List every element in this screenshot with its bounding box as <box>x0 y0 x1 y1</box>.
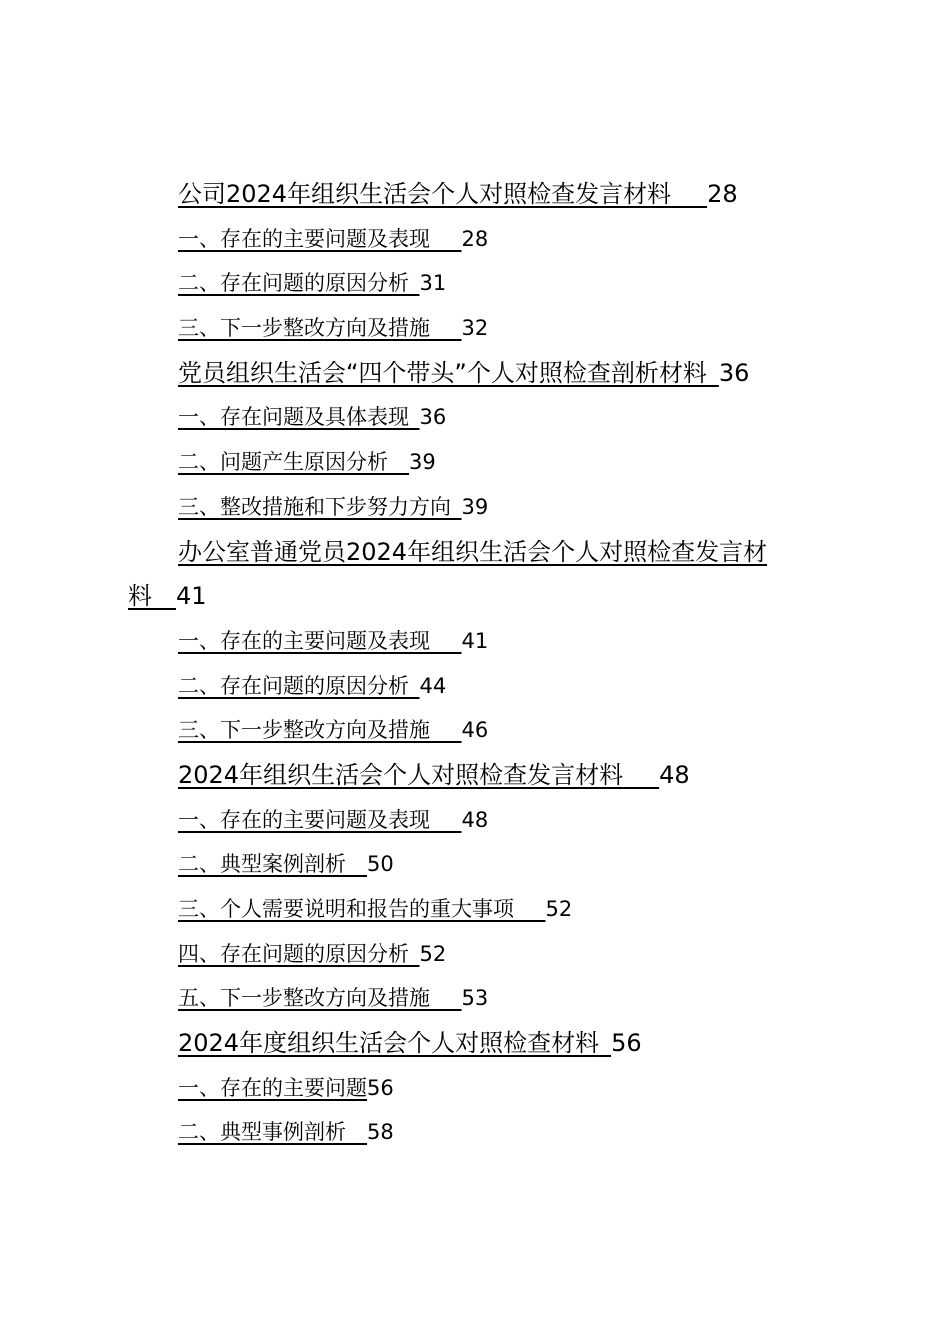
toc-entry-level1 <box>0 1021 950 1066</box>
toc-page-number: 56 <box>367 1075 394 1100</box>
toc-entry-level2 <box>0 395 950 440</box>
toc-page-number: 53 <box>461 986 489 1011</box>
toc-title: 二、存在问题的原因分析 <box>178 271 409 296</box>
toc-link[interactable] <box>178 718 488 742</box>
toc-page-number: 39 <box>409 450 436 475</box>
toc-title: 一、存在的主要问题及表现 <box>178 226 430 251</box>
toc-link[interactable] <box>178 761 690 789</box>
toc-title: 二、存在问题的原因分析 <box>178 673 409 698</box>
toc-title: 三、下一步整改方向及措施 <box>178 316 430 341</box>
toc-link[interactable] <box>178 808 488 832</box>
toc-link[interactable] <box>178 227 488 251</box>
toc-link[interactable] <box>178 1029 642 1057</box>
toc-page-number: 44 <box>419 673 447 698</box>
toc-link[interactable] <box>178 450 436 474</box>
toc-link[interactable] <box>178 359 749 387</box>
toc-link[interactable] <box>178 897 572 921</box>
toc-title: 五、下一步整改方向及措施 <box>178 986 430 1011</box>
table-of-contents <box>0 172 950 1155</box>
toc-page-number: 52 <box>545 897 573 922</box>
toc-title: 三、个人需要说明和报告的重大事项 <box>178 897 514 922</box>
toc-title: 四、存在问题的原因分析 <box>178 941 409 966</box>
toc-entry-level2 <box>0 842 950 887</box>
toc-link[interactable] <box>178 986 488 1010</box>
toc-page-number: 50 <box>367 852 394 877</box>
toc-entry-level2 <box>0 932 950 977</box>
toc-title: 二、问题产生原因分析 <box>178 450 388 475</box>
toc-link[interactable] <box>178 1076 394 1100</box>
toc-entry-level1 <box>0 753 950 798</box>
toc-title: 一、存在的主要问题及表现 <box>178 807 430 832</box>
toc-title: 办公室普通党员2024年组织生活会个人对照检查发言材 <box>178 537 768 566</box>
toc-title-continued <box>128 574 822 619</box>
toc-title-tail: 料 <box>128 582 152 611</box>
toc-title: 公司2024年组织生活会个人对照检查发言材料 <box>178 180 672 208</box>
toc-page-number: 46 <box>461 718 489 743</box>
toc-page-number: 32 <box>461 316 489 341</box>
toc-entry-level1 <box>0 530 950 619</box>
toc-page-number: 31 <box>419 271 447 296</box>
toc-entry-level1 <box>0 172 950 217</box>
toc-entry-level1 <box>0 351 950 396</box>
toc-entry-level2 <box>0 1066 950 1111</box>
toc-title: 一、存在的主要问题 <box>178 1075 367 1100</box>
toc-title: 2024年组织生活会个人对照检查发言材料 <box>178 760 624 789</box>
toc-entry-level2 <box>0 664 950 709</box>
toc-page-number: 48 <box>659 760 690 789</box>
toc-page-number: 28 <box>707 180 738 208</box>
toc-entry-level2 <box>0 619 950 664</box>
toc-page-number: 28 <box>461 226 489 251</box>
toc-link[interactable] <box>178 180 738 208</box>
toc-title: 一、存在的主要问题及表现 <box>178 628 430 653</box>
toc-page-number: 36 <box>718 358 750 387</box>
toc-entry-level2 <box>0 976 950 1021</box>
toc-page-number: 56 <box>611 1029 642 1058</box>
toc-entry-level2 <box>0 708 950 753</box>
toc-title: 2024年度组织生活会个人对照检查材料 <box>178 1029 600 1058</box>
toc-link[interactable] <box>178 942 446 966</box>
toc-page-number: 36 <box>419 405 447 430</box>
toc-title: 党员组织生活会“四个带头”个人对照检查剖析材料 <box>178 358 707 387</box>
toc-title: 一、存在问题及具体表现 <box>178 405 409 430</box>
toc-link[interactable] <box>178 1120 394 1144</box>
toc-page-number: 39 <box>461 494 489 519</box>
toc-title: 三、整改措施和下步努力方向 <box>178 494 451 519</box>
toc-entry-level2 <box>0 217 950 262</box>
toc-link[interactable] <box>178 271 446 295</box>
toc-title: 二、典型案例剖析 <box>178 852 346 877</box>
toc-link[interactable] <box>128 530 822 619</box>
toc-entry-level2 <box>0 306 950 351</box>
toc-title: 三、下一步整改方向及措施 <box>178 718 430 743</box>
toc-page-number: 48 <box>461 807 489 832</box>
toc-link[interactable] <box>178 316 488 340</box>
toc-entry-level2 <box>0 261 950 306</box>
toc-entry-level2 <box>0 485 950 530</box>
toc-page-number: 41 <box>176 582 207 611</box>
toc-entry-level2 <box>0 887 950 932</box>
toc-page-number: 52 <box>419 941 447 966</box>
toc-page-number: 58 <box>367 1120 394 1145</box>
toc-entry-level2 <box>0 1110 950 1155</box>
toc-entry-level2 <box>0 798 950 843</box>
toc-page-number: 41 <box>461 628 489 653</box>
toc-link[interactable] <box>178 495 488 519</box>
toc-entry-level2 <box>0 440 950 485</box>
toc-link[interactable] <box>178 674 446 698</box>
toc-link[interactable] <box>178 629 488 653</box>
toc-link[interactable] <box>178 405 446 429</box>
toc-link[interactable] <box>178 852 394 876</box>
toc-title: 二、典型事例剖析 <box>178 1120 346 1145</box>
